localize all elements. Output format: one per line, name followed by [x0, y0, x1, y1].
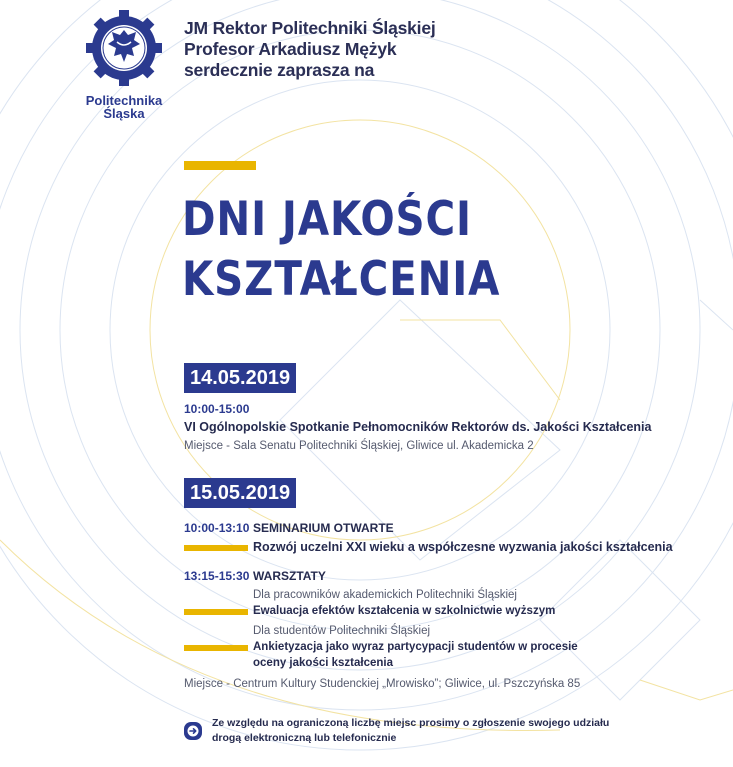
workshop-1-topic: Ewaluacja efektów kształcenia w szkolnictwie wyższym: [253, 605, 556, 617]
intro-line-2: Profesor Arkadiusz Mężyk: [184, 39, 397, 59]
day1-time: 10:00-15:00: [184, 402, 250, 416]
workshop-2-accent-bar: [184, 645, 248, 651]
workshop-1-audience: Dla pracowników akademickich Politechniki Śląskiej: [253, 589, 517, 601]
intro-line-3: serdecznie zaprasza na: [184, 60, 375, 80]
notice-line-2: drogą elektroniczną lub telefonicznie: [212, 732, 397, 744]
university-logo: [74, 8, 174, 120]
event-title: [182, 190, 500, 310]
intro-line-1: JM Rektor Politechniki Śląskiej: [184, 18, 436, 38]
logo-text-line1: Politechnika: [85, 93, 163, 108]
title-line-2: KSZTAŁCENIA: [182, 252, 501, 307]
day1-event: VI Ogólnopolskie Spotkanie Pełnomocników Rektorów ds. Jakości Kształcenia: [184, 420, 652, 434]
date-badge-day2: 15.05.2019: [184, 478, 296, 508]
notice-line-1: Ze względu na ograniczoną liczbę miejsc prosimy o zgłoszenie swojego udziału: [212, 717, 610, 729]
seminar-time: 10:00-13:10: [184, 521, 250, 535]
logo-text-line2: Śląska: [103, 106, 145, 121]
date-badge-day1: 14.05.2019: [184, 363, 296, 393]
day2-place: Miejsce - Centrum Kultury Studenckiej „Mrowisko”; Gliwice, ul. Pszczyńska 85: [184, 678, 581, 690]
workshop-2-audience: Dla studentów Politechniki Śląskiej: [253, 625, 431, 637]
title-accent-bar: [184, 161, 256, 170]
seminar-label: SEMINARIUM OTWARTE: [253, 521, 394, 535]
invitation-header: [184, 18, 436, 81]
title-line-1: DNI JAKOŚCI: [182, 192, 472, 247]
day1-place: Miejsce - Sala Senatu Politechniki Śląskiej, Gliwice ul. Akademicka 2: [184, 440, 534, 452]
workshop-2-topic-line1: Ankietyzacja jako wyraz partycypacji studentów w procesie: [253, 641, 578, 653]
workshops-label: WARSZTATY: [253, 569, 326, 583]
seminar-accent-bar: [184, 545, 248, 551]
registration-notice: [212, 716, 609, 746]
seminar-topic: Rozwój uczelni XXI wieku a współczesne wyzwania jakości kształcenia: [253, 540, 673, 554]
workshop-2-topic-line2: oceny jakości kształcenia: [253, 657, 393, 669]
workshops-time: 13:15-15:30: [184, 569, 250, 583]
arrow-right-circle-icon: [184, 722, 202, 740]
gear-eagle-emblem-icon: [84, 8, 164, 88]
workshop-1-accent-bar: [184, 609, 248, 615]
